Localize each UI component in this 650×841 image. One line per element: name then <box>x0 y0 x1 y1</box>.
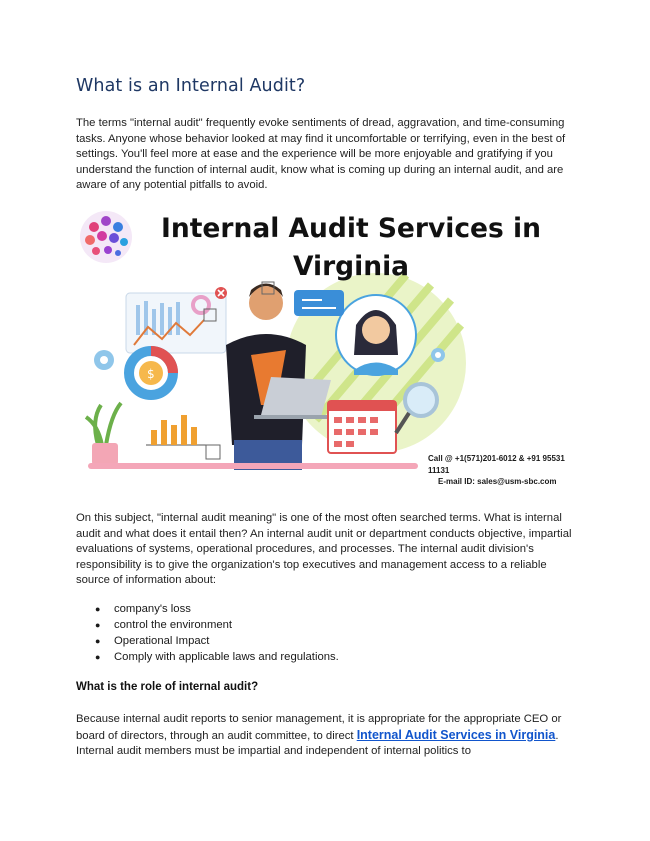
role-text-start: Because internal audit reports to senior management, it is appropriate for the appropriate CEO or board of directors, through an audit committee, to direct <box>76 713 562 742</box>
svg-text:$: $ <box>147 367 155 381</box>
role-text-end: . Internal audit members must be impartial and independent of internal politics to <box>76 729 559 758</box>
page-title: What is an Internal Audit? <box>76 76 306 96</box>
banner-image <box>76 205 576 497</box>
bullet-list <box>95 601 339 665</box>
donut-chart-icon <box>129 351 173 395</box>
list-item: ● company's loss <box>95 601 339 617</box>
meaning-paragraph: On this subject, "internal audit meaning" is one of the most often searched terms. What is internal audit and what does it entail then? An internal audit unit or department conducts objective, impartial evaluations of systems, operational procedures, and processes. The internal audit division's responsibility is to give the organization's top executives and management access to a reliable source of information about: <box>76 512 572 587</box>
contact-phone: Call @ +1(571)201-6012 & +91 95531 11131 <box>428 454 565 475</box>
intro-paragraph: The terms "internal audit" frequently evoke sentiments of dread, aggravation, and time-consuming tasks. Anyone whose behavior looked at may find it uncomfortable or terrifying, even in the best of settings. You'll feel more at ease and the experience will be more enjoyable and gratifying if you understand the function of internal audit, know what is coming up during an internal audit, and are aware of any potential pitfalls to avoid. <box>76 117 566 192</box>
list-item: ● Comply with applicable laws and regulations. <box>95 649 339 665</box>
floor-bar <box>88 463 418 469</box>
list-item: ● control the environment <box>95 617 339 633</box>
woman-figure <box>336 295 416 375</box>
dashboard-chart-icon <box>126 293 226 353</box>
section-heading: What is the role of internal audit? <box>76 681 259 693</box>
list-item: ● Operational Impact <box>95 633 339 649</box>
banner-title: Internal Audit Services in Virginia <box>161 213 541 282</box>
company-logo-icon <box>80 211 132 263</box>
speech-bubble-icon <box>294 290 344 316</box>
contact-email: E-mail ID: sales@usm-sbc.com <box>438 477 557 486</box>
plant-icon <box>86 403 121 465</box>
checkbox-icon <box>206 445 220 459</box>
role-paragraph <box>76 712 576 760</box>
internal-audit-services-link[interactable]: Internal Audit Services in Virginia <box>356 727 556 742</box>
calendar-icon <box>328 401 396 453</box>
bar-chart-icon <box>146 415 206 445</box>
